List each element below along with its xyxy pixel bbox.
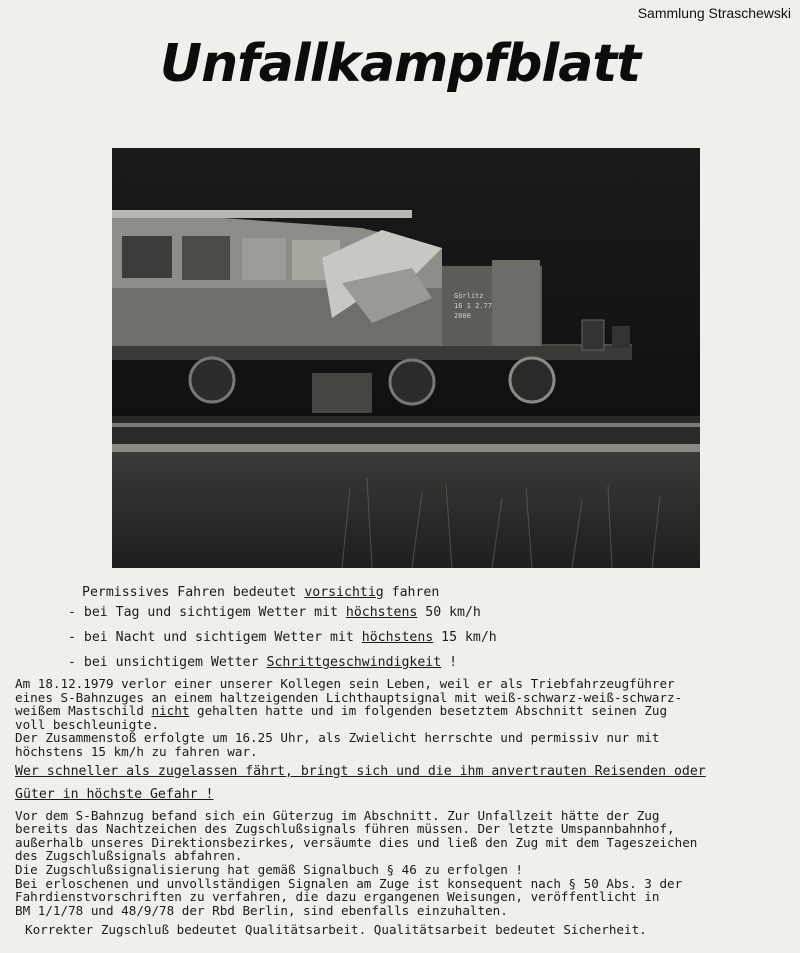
collection-label: Sammlung Straschewski (637, 5, 791, 21)
report-line: Fahrdienstvorschriften zu verfahren, die dazu ergangenen Weisungen, veröffentlicht in (15, 889, 660, 905)
report-line: eines S-Bahnzuges an einem haltzeigenden Lichthauptsignal mit weiß-schwarz-weiß-schwarz- (15, 689, 683, 705)
report-line: Der Zusammenstoß erfolgte um 16.25 Uhr, als Zwielicht herrschte und permissiv nur mit (15, 730, 660, 746)
car-marking-1: Görlitz (454, 292, 484, 300)
closing-statement: Korrekter Zugschluß bedeutet Qualitätsarbeit. Qualitätsarbeit bedeutet Sicherheit. (25, 922, 647, 938)
car-marking-3: 2000 (454, 312, 471, 320)
report-line: des Zugschlußsignals abfahren. (15, 848, 243, 864)
rule-poor-visibility: - bei unsichtigem Wetter Schrittgeschwindigkeit ! (68, 655, 458, 670)
page-title: Unfallkampfblatt (159, 34, 641, 94)
warning-line: Güter in höchste Gefahr ! (15, 786, 214, 802)
report-line: Am 18.12.1979 verlor einer unserer Kollegen sein Leben, weil er als Triebfahrzeugführer (15, 676, 675, 691)
report-line: außerhalb unseres Direktionsbezirkes, versäumte dies und ließ den Zug mit dem Tageszeichen (15, 834, 698, 850)
car-marking-2: 16 1 2.77 (454, 302, 492, 310)
accident-report (15, 677, 795, 937)
report-line: bereits das Nachtzeichen des Zugschlußsignals führen müssen. Der letzte Umspannbahnhof, (15, 821, 675, 837)
rule-day: - bei Tag und sichtigem Wetter mit höchstens 50 km/h (68, 605, 481, 620)
rule-night: - bei Nacht und sichtigem Wetter mit höchstens 15 km/h (68, 630, 497, 645)
report-line: voll beschleunigte. (15, 716, 160, 732)
report-line: Vor dem S-Bahnzug befand sich ein Güterzug im Abschnitt. Zur Unfallzeit hätte der Zug (15, 807, 660, 823)
report-line: Die Zugschlußsignalisierung hat gemäß Signalbuch § 46 zu erfolgen ! (15, 861, 523, 877)
report-line: höchstens 15 km/h zu fahren war. (15, 743, 258, 759)
rules-intro: Permissives Fahren bedeutet vorsichtig fahren (82, 585, 440, 600)
report-line: BM 1/1/78 und 48/9/78 der Rbd Berlin, sind ebenfalls einzuhalten. (15, 902, 508, 918)
speed-rules (68, 584, 497, 672)
accident-photo (112, 148, 700, 568)
warning-line: Wer schneller als zugelassen fährt, bringt sich und die ihm anvertrauten Reisenden oder (15, 763, 706, 779)
report-line: Bei erloschenen und unvollständigen Signalen am Zuge ist konsequent nach § 50 Abs. 3 der (15, 875, 683, 891)
report-line: weißem Mastschild nicht gehalten hatte und im folgenden besetztem Abschnitt seinen Zug (15, 703, 668, 719)
